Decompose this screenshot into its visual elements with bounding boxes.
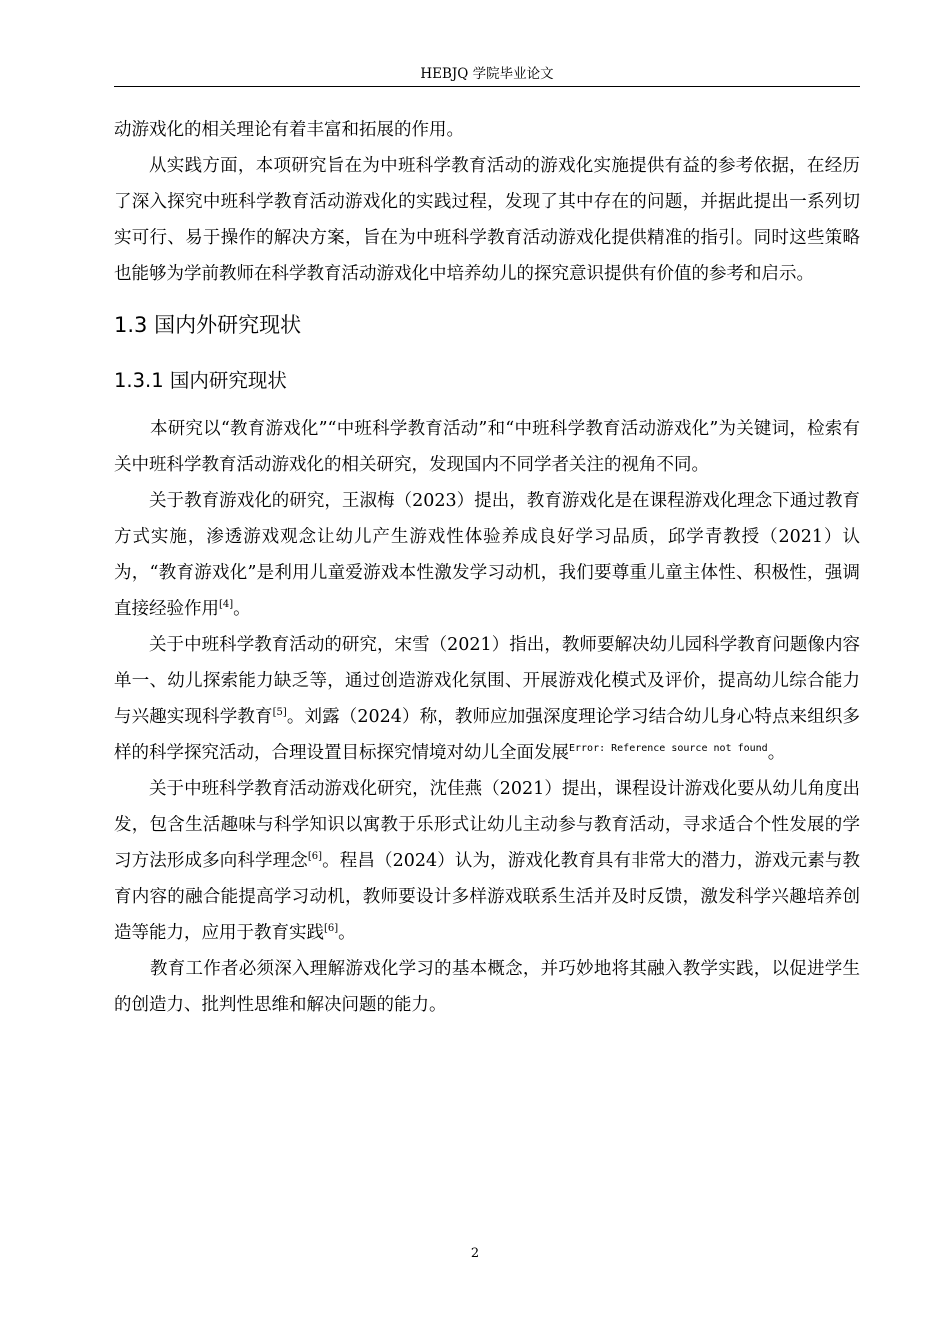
paragraph-text: 。刘露（2024）称，教师应加强深度理论学习结合幼儿身心特点来组织多样的科学探究活动，合理设置目标探究情境对幼儿全面发展 <box>114 707 860 763</box>
paragraph-text: 关于中班科学教育活动游戏化研究，沈佳燕（2021）提出，课程设计游戏化要从幼儿角度出发，包含生活趣味与科学知识以寓教于乐形式让幼儿主动参与教育活动，寻求适合个性发展的学习方法形成多向科学理念 <box>114 779 860 871</box>
paragraph-text: 关于教育游戏化的研究，王淑梅（2023）提出，教育游戏化是在课程游戏化理念下通过教育方式实施，渗透游戏观念让幼儿产生游戏性体验养成良好学习品质，邱学青教授（2021）认为，“教育游戏化”是利用儿童爱游戏本性激发学习动机，我们要尊重儿童主体性、积极性，强调直接经验作用 <box>114 491 860 619</box>
page-number: 2 <box>470 1246 480 1261</box>
citation-4: [4] <box>219 599 234 610</box>
paper-body <box>114 112 860 1023</box>
subsection-heading: 1.3.1 国内研究现状 <box>114 369 287 392</box>
paragraph-gamification <box>114 483 860 627</box>
paragraph-science-gamification <box>114 771 860 951</box>
paragraph-end: 。 <box>338 923 356 943</box>
citation-6: [6] <box>324 923 339 934</box>
section-heading: 1.3 国内外研究现状 <box>114 313 302 337</box>
paragraph-text: 关于中班科学教育活动的研究，宋雪（2021）指出，教师要解决幼儿园科学教育问题像内容单一、幼儿探索能力缺乏等，通过创造游戏化氛围、开展游戏化模式及评价，提高幼儿综合能力与兴趣实现科学教育 <box>114 635 860 727</box>
reference-error: Error: Reference source not found <box>569 743 768 754</box>
paragraph-educators: 教育工作者必须深入理解游戏化学习的基本概念，并巧妙地将其融入教学实践，以促进学生的创造力、批判性思维和解决问题的能力。 <box>114 959 860 1015</box>
paragraph-continued: 动游戏化的相关理论有着丰富和拓展的作用。 <box>114 120 464 140</box>
citation-5: [5] <box>272 707 287 718</box>
citation-6: [6] <box>307 851 322 862</box>
paragraph-end: 。 <box>767 743 786 763</box>
paragraph-practice: 从实践方面，本项研究旨在为中班科学教育活动的游戏化实施提供有益的参考依据，在经历了深入探究中班科学教育活动游戏化的实践过程，发现了其中存在的问题，并据此提出一系列切实可行、易于操作的解决方案，旨在为中班科学教育活动游戏化提供精准的指引。同时这些策略也能够为学前教师在科学教育活动游戏化中培养幼儿的探究意识提供有价值的参考和启示。 <box>114 156 860 284</box>
paragraph-keywords: 本研究以“教育游戏化”“中班科学教育活动”和“中班科学教育活动游戏化”为关键词，检索有关中班科学教育活动游戏化的相关研究，发现国内不同学者关注的视角不同。 <box>114 419 860 475</box>
paragraph-end: 。 <box>233 599 251 619</box>
running-header: HEBJQ 学院毕业论文 <box>114 62 860 87</box>
paragraph-science-education <box>114 627 860 771</box>
paragraph-text: 。程昌（2024）认为，游戏化教育具有非常大的潜力，游戏元素与教育内容的融合能提高学习动机，教师要设计多样游戏联系生活并及时反馈，激发科学兴趣培养创造等能力，应用于教育实践 <box>114 851 861 943</box>
